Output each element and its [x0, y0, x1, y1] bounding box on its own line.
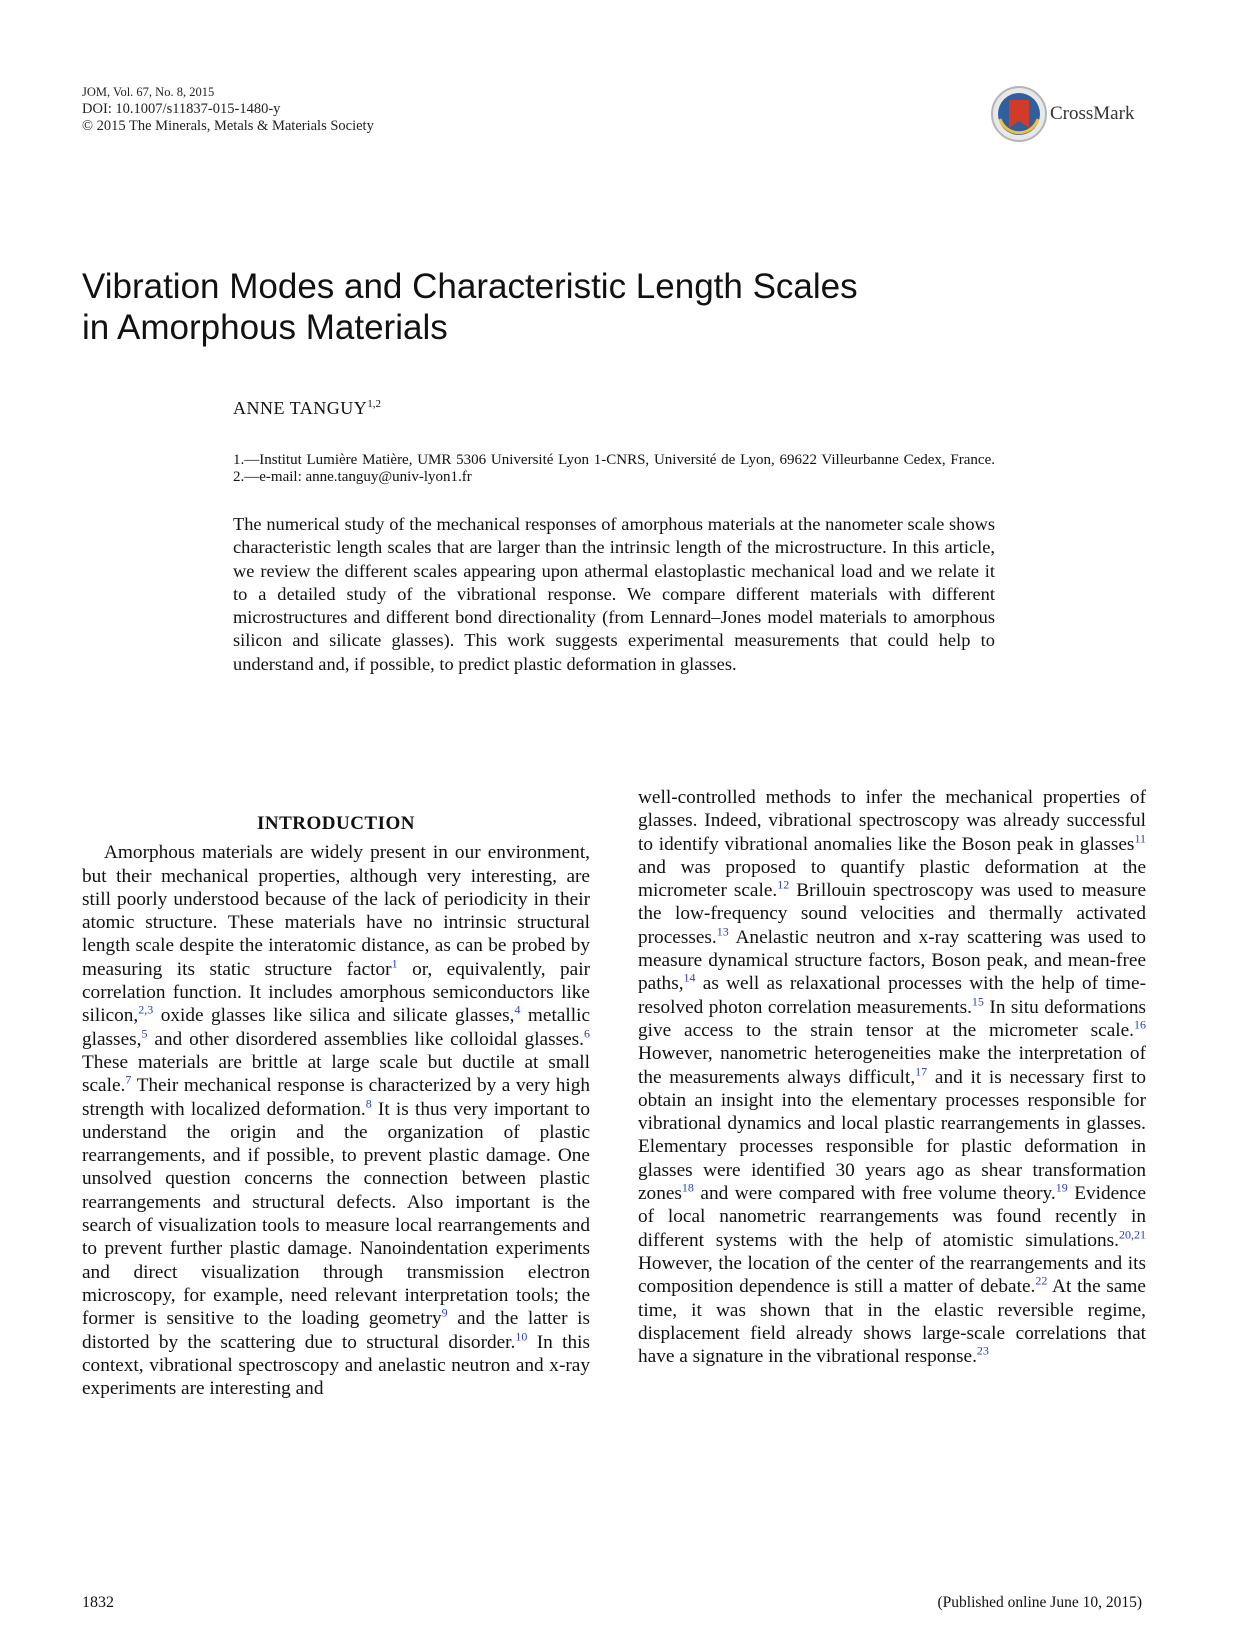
right-column — [638, 786, 1146, 1368]
left-column — [82, 812, 590, 1400]
citation-link[interactable]: 4 — [514, 1002, 521, 1017]
citation-link[interactable]: 18 — [681, 1180, 694, 1195]
citation-link[interactable]: 10 — [515, 1329, 528, 1344]
citation-link[interactable]: 16 — [1134, 1017, 1146, 1032]
article-title — [82, 266, 982, 348]
intro-paragraph-right: well-controlled methods to infer the mechanical properties of glasses. Indeed, vibrational spectroscopy was already successful to identify vibrational anomalies like the Boson peak in glasses$^{11}$ and was proposed to quantify plastic deformation at the micrometer scale.$^{12}$ Brillouin spectroscopy was used to measure the low-frequency sound velocities and thermally activated processes.$^{13}$ Anelastic neutron and x-ray scattering was used to measure dynamical structure factors, Boson peak, and mean-free paths,$^{14}$ as well as relaxational processes with the help of time-resolved photon correlation measurements.$^{15}$ In situ deformations give access to the strain tensor at the micrometer scale.$^{16}$ However, nanometric heterogeneities make the interpretation of the measurements always difficult,$^{17}$ and it is necessary first to obtain an insight into the elementary processes responsible for vibrational dynamics and local plastic rearrangements in glasses. Elementary processes responsible for plastic deformation in glasses were identified 30 years ago as shear transformation zones$^{18}$ and were compared with free volume theory.$^{19}$ Evidence of local nanometric rearrangements was found recently in different systems with the help of atomistic simulations.$^{20,21}$ However, the location of the center of the rearrangements and its composition dependence is still a matter of debate.$^{22}$ At the same time, it was shown that in the elastic reversible regime, displacement field already shows large-scale correlations that have a signature in the vibrational response.$^{23}$ — [638, 787, 1146, 1368]
citation-link[interactable]: 19 — [1055, 1180, 1068, 1195]
citation-link[interactable]: 12 — [777, 877, 790, 892]
doi[interactable]: DOI: 10.1007/s11837-015-1480-y — [82, 101, 281, 117]
title-line-1: Vibration Modes and Characteristic Length Scales — [82, 267, 858, 306]
affiliation: 1.—Institut Lumière Matière, UMR 5306 Université Lyon 1-CNRS, Université de Lyon, 69622 Villeurbanne Cedex, France. 2.—e-mail: anne.tanguy@univ-lyon1.fr — [233, 452, 995, 485]
citation-link[interactable]: 8 — [365, 1096, 372, 1111]
title-line-2: in Amorphous Materials — [82, 308, 448, 347]
citation-link[interactable]: 15 — [971, 994, 984, 1009]
citation-link[interactable]: 9 — [441, 1305, 448, 1320]
citation-link[interactable]: 20,21 — [1119, 1227, 1146, 1242]
crossmark-label: CrossMark — [1050, 103, 1135, 124]
crossmark-badge[interactable] — [990, 84, 1170, 144]
citation-link[interactable]: 17 — [915, 1064, 928, 1079]
citation-link[interactable]: 7 — [125, 1072, 132, 1087]
citation-link[interactable]: 1 — [391, 956, 398, 971]
citation-link[interactable]: 23 — [976, 1343, 989, 1358]
section-heading-introduction: INTRODUCTION — [256, 813, 416, 834]
crossmark-icon — [990, 85, 1048, 143]
journal-issue: JOM, Vol. 67, No. 8, 2015 — [82, 85, 215, 99]
citation-link[interactable]: 14 — [683, 970, 696, 985]
citation-link[interactable]: 13 — [716, 924, 729, 939]
citation-link[interactable]: 5 — [141, 1026, 148, 1041]
publication-date: (Published online June 10, 2015) — [937, 1594, 1142, 1611]
page-number: 1832 — [82, 1594, 114, 1611]
author-line — [233, 398, 381, 419]
citation-link[interactable]: 2,3 — [138, 1002, 154, 1017]
copyright: © 2015 The Minerals, Metals & Materials Society — [82, 118, 374, 134]
journal-header — [82, 84, 374, 135]
intro-paragraph-left: Amorphous materials are widely present in our environment, but their mechanical properties, although very interesting, are still poorly understood because of the lack of periodicity in their atomic structure. These materials have no intrinsic structural length scale despite the interatomic distance, as can be probed by measuring its static structure factor$^1$ or, equivalently, pair correlation function. It includes amorphous semiconductors like silicon,$^{2,3}$ oxide glasses like silica and silicate glasses,$^4$ metallic glasses,$^5$ and other disordered assemblies like colloidal glasses.$^6$ These materials are brittle at large scale but ductile at small scale.$^7$ Their mechanical response is characterized by a very high strength with localized deformation.$^8$ It is thus very important to understand the origin and the organization of plastic rearrangements, and if possible, to prevent plastic damage. One unsolved question concerns the connection between plastic rearrangements and structural defects. Also important is the search of visualization tools to measure local rearrangements and to prevent further plastic damage. Nanoindentation experiments and direct visualization through transmission electron microscopy, for example, need relevant interpretation tools; the former is sensitive to the loading geometry$^9$ and the latter is distorted by the scattering due to structural disorder.$^{10}$ In this context, vibrational spectroscopy and anelastic neutron and x-ray experiments are interesting and — [82, 842, 590, 1400]
author-name: ANNE TANGUY — [233, 398, 368, 418]
citation-link[interactable]: 6 — [584, 1026, 590, 1041]
citation-link[interactable]: 11 — [1134, 831, 1146, 846]
author-affil-marks: 1,2 — [367, 398, 381, 410]
citation-link[interactable]: 22 — [1035, 1273, 1048, 1288]
abstract: The numerical study of the mechanical responses of amorphous materials at the nanometer scale shows characteristic length scales that are larger than the intrinsic length of the microstructure. In this article, we review the different scales appearing upon athermal elastoplastic mechanical load and we relate it to a detailed study of the vibrational response. We compare different materials with different microstructures and different bond directionality (from Lennard–Jones model materials to amorphous silicon and silicate glasses). This work suggests experimental measurements that could help to understand and, if possible, to predict plastic deformation in glasses. — [233, 514, 995, 674]
